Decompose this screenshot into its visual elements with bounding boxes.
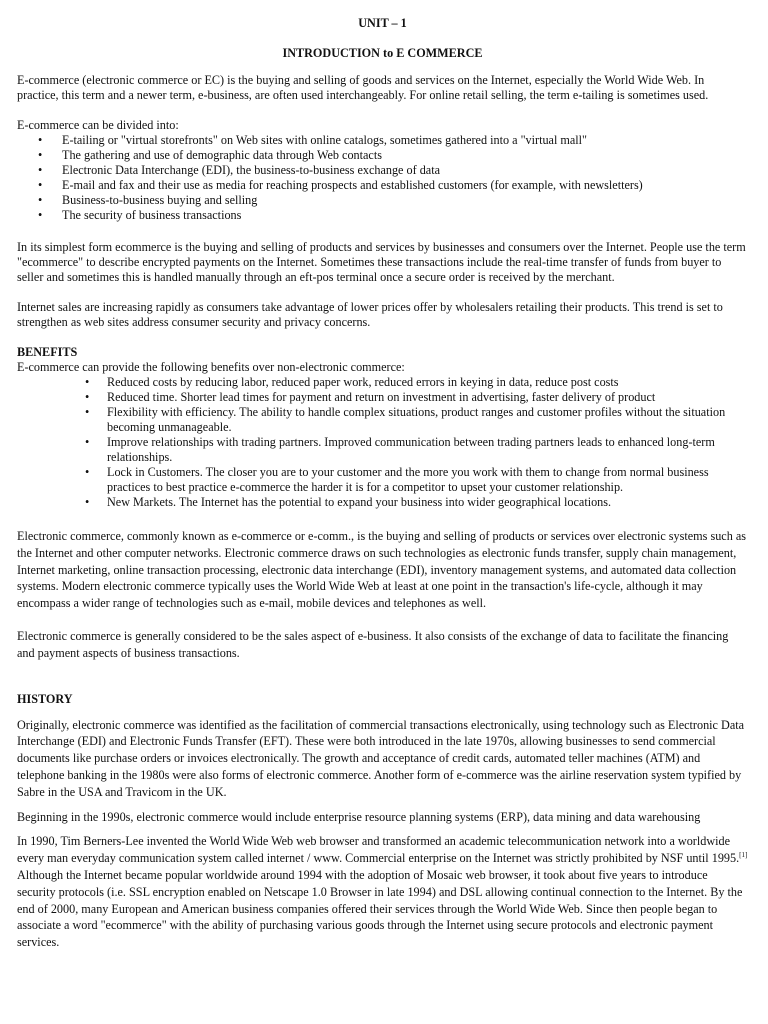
list-item: • E-tailing or "virtual storefronts" on Web sites with online catalogs, sometimes gathered into a "virtual mall": [17, 133, 748, 148]
list-item: • Improve relationships with trading partners. Improved communication between trading partners leads to enhanced long-term relationships.: [17, 435, 748, 465]
list-item: • Business-to-business buying and selling: [17, 193, 748, 208]
simplest-form-paragraph: In its simplest form ecommerce is the buying and selling of products and services by businesses and consumers over the Internet. People use the term "ecommerce" to describe encrypted payments on the Internet. Sometimes these transactions include the real-time transfer of funds from buyer to seller and sometimes this is handled manually through an eft-pos terminal once a secure order is received by the merchant.: [17, 240, 746, 284]
history-heading: HISTORY: [17, 691, 73, 706]
unit-heading: UNIT – 1: [358, 16, 407, 30]
citation-ref: [1]: [739, 851, 748, 860]
intro-paragraph: E-commerce (electronic commerce or EC) is the buying and selling of goods and services on the Internet, especially the World Wide Web. In practice, this term and a newer term, e-business, are often used interchangeably. For online retail selling, the term e-tailing is sometimes used.: [17, 73, 709, 102]
list-item: • The security of business transactions: [17, 208, 748, 223]
list-item: • Reduced costs by reducing labor, reduced paper work, reduced errors in keying in data, reduce post costs: [17, 375, 748, 390]
divided-lead: E-commerce can be divided into:: [17, 118, 179, 132]
history-text-part-2: Although the Internet became popular worldwide around 1994 with the adoption of Mosaic web browser, it took about five years to introduce security protocols (i.e. SSL encryption enabled on Netscape 1.0 Browser in late 1994) and DSL allowing continual connection to the Internet. By the end of 2000, many European and American business companies offered their services through the World Wide Web. Since then people began to associate a word "ecommerce" with the ability of purchasing various goods through the Internet using secure protocols and electronic payment services.: [17, 867, 743, 950]
history-paragraph-2: Beginning in the 1990s, electronic commerce would include enterprise resource planning systems (ERP), data mining and data warehousing: [17, 809, 701, 824]
list-item: • New Markets. The Internet has the potential to expand your business into wider geographical locations.: [17, 495, 748, 510]
page-title: INTRODUCTION to E COMMERCE: [282, 46, 483, 60]
benefits-list: [17, 375, 748, 510]
divided-list: [17, 133, 748, 223]
sales-aspect-paragraph: Electronic commerce is generally considered to be the sales aspect of e-business. It also consists of the exchange of data to facilitate the financing and payment aspects of business transactions.: [17, 628, 729, 660]
list-item: • Flexibility with efficiency. The ability to handle complex situations, product ranges and customer profiles without the situation becoming unmanageable.: [17, 405, 748, 435]
electronic-commerce-paragraph: Electronic commerce, commonly known as e-commerce or e-comm., is the buying and selling of products or services over electronic systems such as the Internet and other computer networks. Electronic commerce draws on such technologies as electronic funds transfer, supply chain management, Internet marketing, online transaction processing, electronic data interchange (EDI), inventory management systems, and automated data collection systems. Modern electronic commerce typically uses the World Wide Web at least at one point in the transaction's life-cycle, although it may encompass a wider range of technologies such as e-mail, mobile devices and telephones as well.: [17, 529, 746, 611]
benefits-heading: BENEFITS: [17, 345, 78, 359]
internet-sales-paragraph: Internet sales are increasing rapidly as consumers take advantage of lower prices offer by wholesalers retailing their products. This trend is set to strengthen as web sites address consumer security and privacy concerns.: [17, 300, 723, 329]
history-text-part-1: In 1990, Tim Berners-Lee invented the World Wide Web web browser and transformed an academic telecommunication network into a worldwide every man everyday communication system called internet / www. Commercial enterprise on the Internet was strictly prohibited by NSF until 1995.: [17, 834, 740, 866]
list-item: • Reduced time. Shorter lead times for payment and return on investment in advertising, faster delivery of product: [17, 390, 748, 405]
benefits-lead: E-commerce can provide the following benefits over non-electronic commerce:: [17, 360, 405, 374]
history-paragraph-1: Originally, electronic commerce was identified as the facilitation of commercial transactions electronically, using technology such as Electronic Data Interchange (EDI) and Electronic Funds Transfer (EFT). These were both introduced in the late 1970s, allowing businesses to send commercial documents like purchase orders or invoices electronically. The growth and acceptance of credit cards, automated teller machines (ATM) and telephone banking in the 1980s were also forms of electronic commerce. Another form of e-commerce was the airline reservation system typified by Sabre in the USA and Travicom in the UK.: [17, 717, 745, 799]
list-item: • Electronic Data Interchange (EDI), the business-to-business exchange of data: [17, 163, 748, 178]
list-item: • E-mail and fax and their use as media for reaching prospects and established customers (for example, with newsletters): [17, 178, 748, 193]
list-item: • The gathering and use of demographic data through Web contacts: [17, 148, 748, 163]
list-item: • Lock in Customers. The closer you are to your customer and the more you work with them to change from normal business practices to best practice e-commerce the harder it is for a competitor to upset your customer relationship.: [17, 465, 748, 495]
history-paragraph-3: [17, 833, 748, 951]
